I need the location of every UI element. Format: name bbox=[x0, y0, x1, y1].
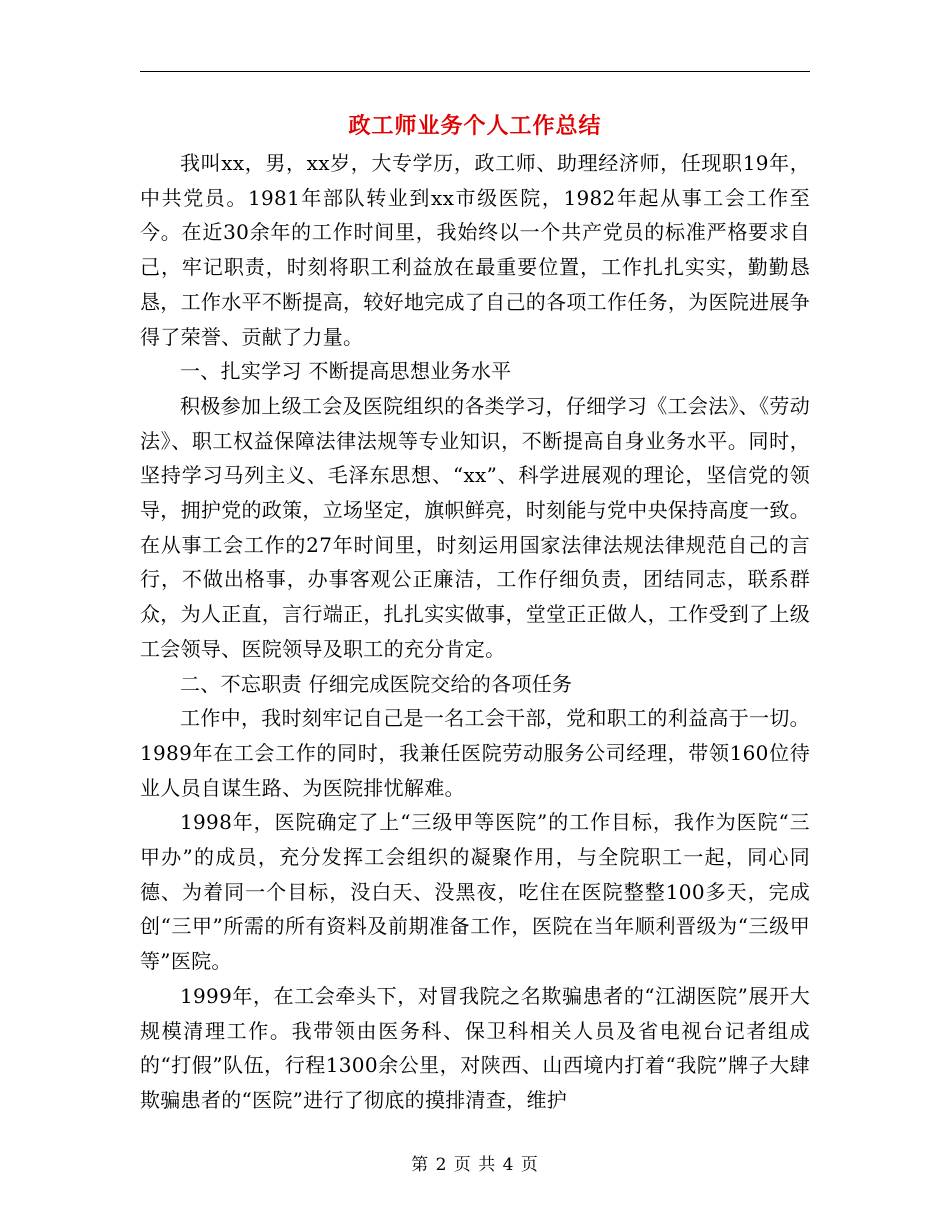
section-heading-2: 二、不忘职责 仔细完成医院交给的各项任务 bbox=[180, 671, 573, 696]
document-title: 政工师业务个人工作总结 bbox=[348, 113, 602, 139]
header-rule bbox=[140, 71, 810, 72]
paragraph-duty: 工作中，我时刻牢记自己是一名工会干部，党和职工的利益高于一切。1989年在工会工作的同时，我兼任医院劳动服务公司经理，带领160位待业人员自谋生路、为医院排忧解难。 bbox=[140, 706, 810, 800]
section-heading-1: 一、扎实学习 不断提高思想业务水平 bbox=[180, 359, 512, 384]
paragraph-1998: 1998年，医院确定了上“三级甲等医院”的工作目标，我作为医院“三甲办”的成员，充分发挥工会组织的凝聚作用，与全院职工一起，同心同德、为着同一个目标，没白天、没黑夜，吃住在医院整整100多天，完成创“三甲”所需的所有资料及前期准备工作，医院在当年顺利晋级为“三级甲等”医院。 bbox=[140, 810, 810, 974]
paragraph-study: 积极参加上级工会及医院组织的各类学习，仔细学习《工会法》、《劳动法》、职工权益保障法律法规等专业知识，不断提高自身业务水平。同时，坚持学习马列主义、毛泽东思想、“xx”、科学进展观的理论，坚信党的领导，拥护党的政策，立场坚定，旗帜鲜亮，时刻能与党中央保持高度一致。在从事工会工作的27年时间里，时刻运用国家法律法规法律规范自己的言行，不做出格事，办事客观公正廉洁，工作仔细负责，团结同志，联系群众，为人正直，言行端正，扎扎实实做事，堂堂正正做人，工作受到了上级工会领导、医院领导及职工的充分肯定。 bbox=[140, 393, 810, 661]
page-number: 第 2 页 共 4 页 bbox=[411, 1155, 539, 1175]
paragraph-intro: 我叫xx，男，xx岁，大专学历，政工师、助理经济师，任现职19年，中共党员。1981年部队转业到xx市级医院，1982年起从事工会工作至今。在近30余年的工作时间里，我始终以一个共产党员的标准严格要求自己，牢记职责，时刻将职工利益放在最重要位置，工作扎扎实实，勤勤恳恳，工作水平不断提高，较好地完成了自己的各项工作任务，为医院进展争得了荣誉、贡献了力量。 bbox=[140, 151, 810, 349]
document-body bbox=[140, 146, 810, 1118]
paragraph-1999: 1999年，在工会牵头下，对冒我院之名欺骗患者的“江湖医院”展开大规模清理工作。我带领由医务科、保卫科相关人员及省电视台记者组成的“打假”队伍，行程1300余公里，对陕西、山西境内打着“我院”牌子大肆欺骗患者的“医院”进行了彻底的摸排清查，维护 bbox=[140, 983, 810, 1112]
